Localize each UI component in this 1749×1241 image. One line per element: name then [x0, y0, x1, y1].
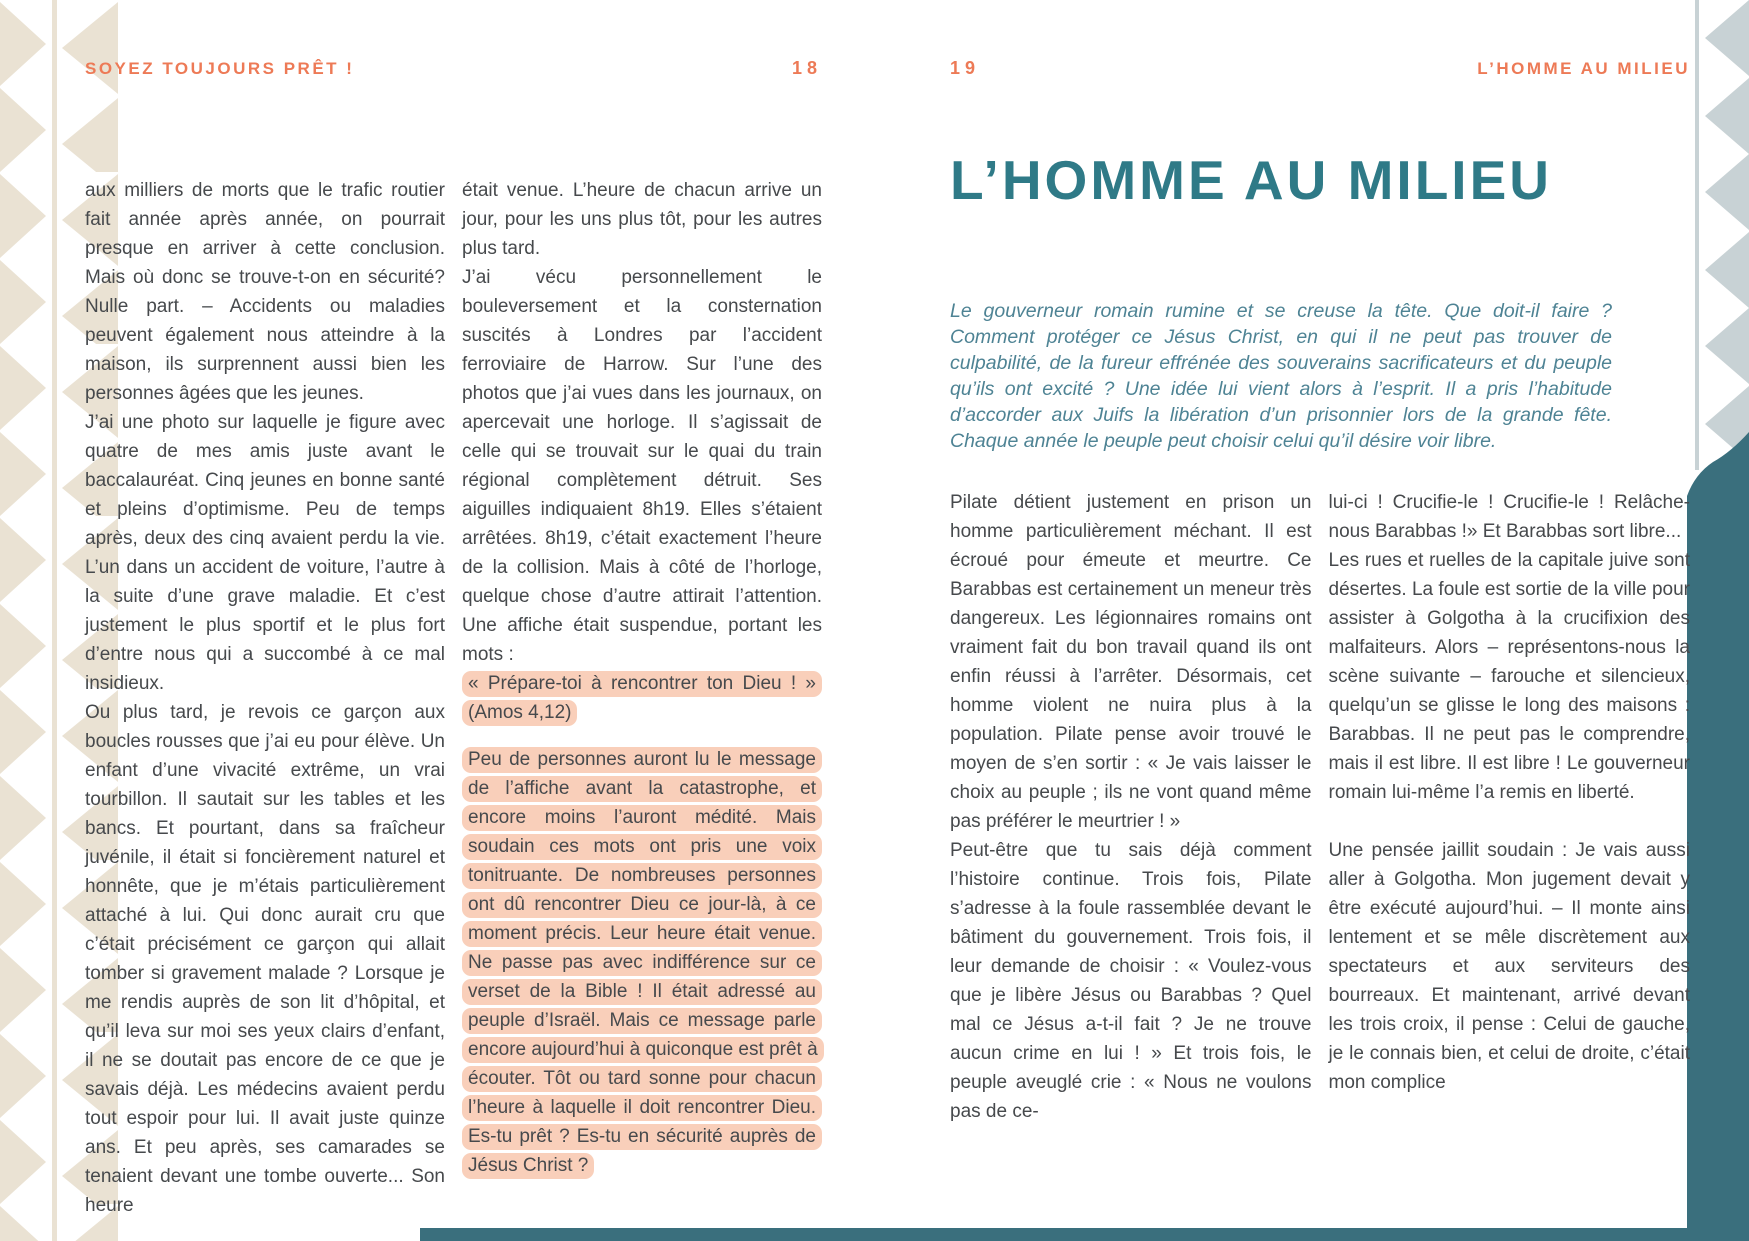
paragraph: J’ai vécu personnellement le bouleversement et la consternation suscités à Londres par l’accident ferroviaire de Harrow. Sur l’une des photos que j’ai vues dans les journaux, on apercevait une horloge. Il s’agissait de celle qui se trouvait sur le quai du train régional complètement détruit. Ses aiguilles indiquaient 8h19. Elles s’étaient arrêtées. 8h19, c’était exactement l’heure de la collision. Mais à côté de l’horloge, quelque chose d’autre attirait l’attention. Une affiche était suspendue, portant les mots : [462, 267, 822, 665]
paragraph: Les rues et ruelles de la capitale juive sont désertes. La foule est sortie de la ville pour assister à Golgotha à la crucifixion des malfaiteurs. Alors – représentons-nous la scène suivante – farouche et silencieux, quelqu’un se glisse le long des maisons : Barabbas. Il ne peut pas le comprendre, mais il est libre. Il est libre ! Le gouverneur romain lui-même l’a remis en liberté. [1328, 550, 1690, 803]
paragraph: Pilate détient justement en prison un homme particulièrement méchant. Il est écroué pour émeute et meurtre. Ce Barabbas est certainement un meneur très dangereux. Les légionnaires romains ont vraiment fait du bon travail quand ils ont enfin réussi à l’arrêter. Désormais, cet homme violent ne nuira plus à la population. Pilate pense avoir trouvé le moyen de s’en sortir : « Je vais laisser le choix au peuple ; ils ne vont quand même pas préférer le meurtrier ! » [950, 492, 1312, 832]
chapter-title: L’HOMME AU MILIEU [950, 149, 1552, 211]
paragraph: Peut-être que tu sais déjà comment l’histoire continue. Trois fois, Pilate s’adresse à la foule rassemblée devant le bâtiment du gouvernement. Trois fois, il leur demande de choisir : « Voulez-vous que je libère Jésus ou Barabbas ? Quel mal ce Jésus a-t-il fait ? Je ne trouve aucun crime en lui ! » Et trois fois, le peuple aveuglé crie : « Nous ne voulons pas de ce- [950, 840, 1312, 1122]
running-title-left: SOYEZ TOUJOURS PRÊT ! [85, 59, 355, 78]
left-page-header [85, 58, 822, 79]
left-page-column-2 [462, 176, 822, 1220]
paragraph: lui-ci ! Crucifie-le ! Crucifie-le ! Relâche-nous Barabbas !» Et Barabbas sort libre... [1328, 492, 1690, 542]
highlighted-paragraph: Peu de personnes auront lu le message de l’affiche avant la catastrophe, et encore moins l’auront médité. Mais soudain ces mots ont pris une voix tonitruante. De nombreuses personnes ont dû rencontrer Dieu ce jour-là, à ce moment précis. Leur heure était venue. Ne passe pas avec indifférence sur ce verset de la Bible ! Il était adressé au peuple d’Israël. Mais ce message parle encore aujourd’hui à quiconque est prêt à écouter. Tôt ou tard sonne pour chacun l’heure à laquelle il doit rencontrer Dieu. Es-tu prêt ? Es-tu en sécurité auprès de Jésus Christ ? [462, 745, 822, 1180]
teal-side-wave-shape [1687, 428, 1749, 1241]
right-page-columns [950, 488, 1690, 1126]
left-page [85, 58, 822, 1216]
left-page-column-1 [85, 176, 445, 1220]
right-page [950, 58, 1690, 1178]
paragraph: J’ai une photo sur laquelle je figure avec quatre de mes amis juste avant le baccalauréat. Cinq jeunes en bonne santé et pleins d’optimisme. Peu de temps après, deux des cinq avaient perdu la vie. L’un dans un accident de voiture, l’autre à la suite d’une grave maladie. Et c’est justement le plus sportif et le plus fort d’entre nous qui a succombé à ce mal insidieux. [85, 412, 445, 694]
paragraph: aux milliers de morts que le trafic routier fait année après année, on pourrait presque en arriver à cette conclusion. Mais où donc se trouve-t-on en sécurité? Nulle part. – Accidents ou maladies peuvent également nous atteindre à la maison, ils surprennent aussi bien les personnes âgées que les jeunes. [85, 180, 445, 404]
right-page-column-1 [950, 488, 1312, 1126]
page-number-18: 18 [791, 58, 822, 78]
right-page-column-2 [1329, 488, 1691, 1126]
bible-verse-highlight: « Prépare-toi à rencontrer ton Dieu ! » (Amos 4,12) [462, 669, 822, 727]
teal-bottom-bar [420, 1228, 1749, 1241]
paragraph: était venue. L’heure de chacun arrive un jour, pour les uns plus tôt, pour les autres plus tard. [462, 180, 822, 259]
right-page-header [950, 58, 1690, 79]
page-number-19: 19 [950, 58, 981, 78]
running-title-right: L’HOMME AU MILIEU [1477, 59, 1690, 78]
left-page-columns [85, 176, 822, 1220]
right-edge-triangle-pattern [1695, 0, 1749, 470]
paragraph: Ou plus tard, je revois ce garçon aux boucles rousses que j’ai eu pour élève. Un enfant d’une vivacité extrême, un vrai tourbillon. Il sautait sur les tables et les bancs. Et pourtant, dans sa fraîcheur juvénile, il était si foncièrement naturel et honnête, que je m’étais particulièrement attaché à lui. Qui donc aurait cru que c’était précisément ce garçon qui allait tomber si gravement malade ? Lorsque je me rendis auprès de son lit d’hôpital, et qu’il leva sur moi ses yeux clairs d’enfant, il ne se doutait pas encore de ce que je savais déjà. Les médecins avaient perdu tout espoir pour lui. Il avait juste quinze ans. Et peu après, ses camarades se tenaient devant une tombe ouverte... Son heure [85, 702, 445, 1216]
chapter-intro: Le gouverneur romain rumine et se creuse la tête. Que doit-il faire ? Comment protéger ce Jésus Christ, en qui il ne peut pas trouver de culpabilité, de la fureur effrénée des souverains sacrificateurs et du peuple qu’ils ont excité ? Une idée lui vient alors à l’esprit. Il a pris l’habitude d’accorder aux Juifs la libération d’un prisonnier lors de la grande fête. Chaque année le peuple peut choisir celui qu’il désire voir libre. [950, 300, 1612, 452]
paragraph: Une pensée jaillit soudain : Je vais aussi aller à Golgotha. Mon jugement devait y être exécuté aujourd’hui. – Il monte ainsi lentement et se mêle discrètement aux spectateurs et aux serviteurs des bourreaux. Et maintenant, arrivé devant les trois croix, il pense : Celui de gauche, je le connais bien, et celui de droite, c’était mon complice [1328, 840, 1690, 1093]
